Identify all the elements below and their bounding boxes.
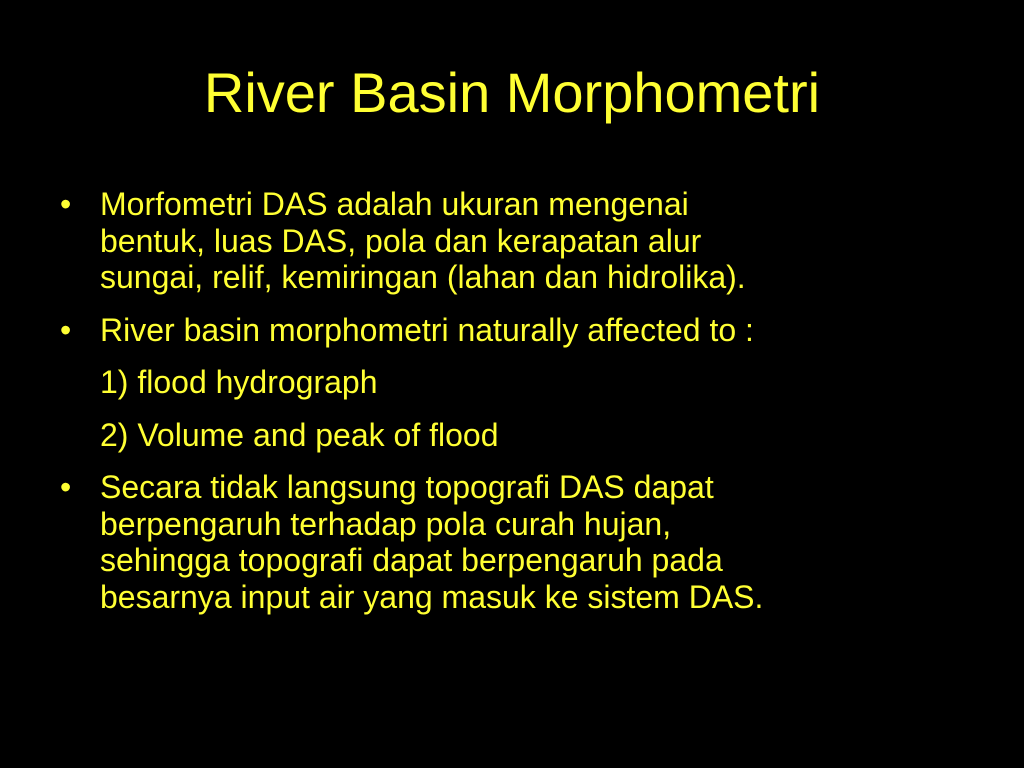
sub-item-flood-hydrograph: 1) flood hydrograph xyxy=(100,364,378,400)
slide-body xyxy=(56,186,976,631)
bullet-line: bentuk, luas DAS, pola dan kerapatan alur xyxy=(100,222,702,259)
bullet-line: Secara tidak langsung topografi DAS dapat xyxy=(100,469,714,505)
bullet-line: River basin morphometri naturally affected to : xyxy=(100,311,754,348)
bullet-line: Morfometri DAS adalah ukuran mengenai xyxy=(100,186,689,222)
bullet-item-affected xyxy=(56,312,976,349)
bullet-item-topografi xyxy=(56,469,976,615)
bullet-item-morfometri xyxy=(56,186,976,296)
bullet-icon: • xyxy=(60,186,72,222)
bullet-line: berpengaruh terhadap pola curah hujan, xyxy=(100,505,672,542)
bullet-line: sungai, relif, kemiringan (lahan dan hidrolika). xyxy=(100,259,746,295)
bullet-icon: • xyxy=(60,311,72,348)
sub-item-volume-peak: 2) Volume and peak of flood xyxy=(100,416,499,453)
bullet-line: besarnya input air yang masuk ke sistem DAS. xyxy=(100,578,764,615)
bullet-icon: • xyxy=(60,469,72,505)
bullet-line: sehingga topografi dapat berpengaruh pada xyxy=(100,542,723,578)
slide-title: River Basin Morphometri xyxy=(203,61,821,124)
